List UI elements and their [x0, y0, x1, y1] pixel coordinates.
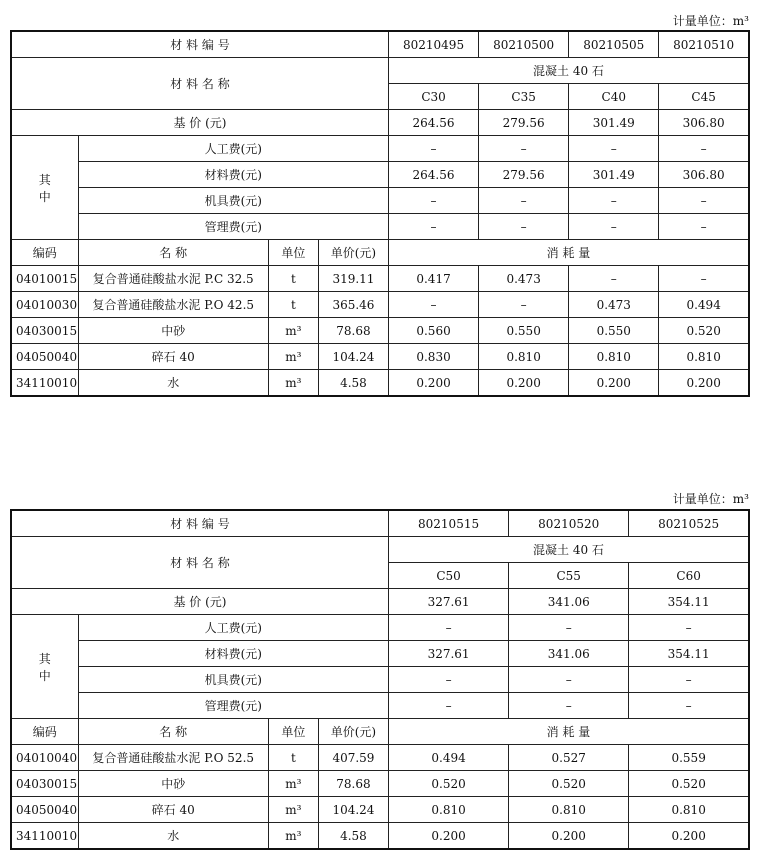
machine-cost-label: 机具费(元): [78, 188, 388, 214]
material-name-cell: 复合普通硅酸盐水泥 P.O 52.5: [78, 745, 268, 771]
base-price: 279.56: [479, 110, 569, 136]
consumption-value: 0.494: [388, 745, 508, 771]
labor-cost: –: [388, 615, 508, 641]
consumption-value: 0.200: [509, 823, 629, 850]
material-cost-label: 材料费(元): [78, 641, 388, 667]
material-name-cell: 中砂: [78, 318, 268, 344]
material-code-cell: 04010015: [11, 266, 78, 292]
material-name-cell: 中砂: [78, 771, 268, 797]
material-code: 80210515: [388, 510, 508, 537]
labor-cost: –: [479, 136, 569, 162]
labor-cost: –: [659, 136, 749, 162]
material-row: [11, 370, 749, 397]
consumption-value: 0.550: [569, 318, 659, 344]
material-price-cell: 4.58: [318, 823, 388, 850]
grade: C55: [509, 563, 629, 589]
base-price: 264.56: [388, 110, 478, 136]
material-code: 80210495: [388, 31, 478, 58]
material-price-cell: 104.24: [318, 797, 388, 823]
concrete-name: 混凝土 40 石: [388, 58, 749, 84]
consumption-value: 0.810: [629, 797, 749, 823]
manage-cost-label: 管理费(元): [78, 693, 388, 719]
unit-header: 单位: [268, 240, 318, 266]
machine-cost: –: [388, 667, 508, 693]
consumption-value: 0.200: [569, 370, 659, 397]
manage-cost: –: [659, 214, 749, 240]
machine-cost: –: [479, 188, 569, 214]
consumption-value: 0.200: [629, 823, 749, 850]
name-header: 名 称: [78, 240, 268, 266]
consumption-value: 0.559: [629, 745, 749, 771]
consumption-value: 0.200: [479, 370, 569, 397]
material-unit-cell: m³: [268, 797, 318, 823]
material-price-cell: 319.11: [318, 266, 388, 292]
material-name-cell: 碎石 40: [78, 344, 268, 370]
material-row: [11, 823, 749, 850]
machine-cost: –: [509, 667, 629, 693]
consumption-value: 0.550: [479, 318, 569, 344]
unit-label-2: 计量单位：m³: [672, 492, 749, 506]
material-row: [11, 266, 749, 292]
material-code: 80210525: [629, 510, 749, 537]
consumption-value: –: [388, 292, 478, 318]
consumption-value: 0.527: [509, 745, 629, 771]
material-unit-cell: m³: [268, 370, 318, 397]
material-unit-cell: m³: [268, 318, 318, 344]
material-row: [11, 318, 749, 344]
material-code: 80210510: [659, 31, 749, 58]
consumption-value: 0.810: [569, 344, 659, 370]
labor-cost: –: [509, 615, 629, 641]
material-unit-cell: m³: [268, 771, 318, 797]
material-code: 80210500: [479, 31, 569, 58]
concrete-name: 混凝土 40 石: [388, 537, 749, 563]
material-row: [11, 745, 749, 771]
consumption-value: 0.200: [388, 823, 508, 850]
machine-cost: –: [629, 667, 749, 693]
material-price-cell: 4.58: [318, 370, 388, 397]
material-cost: 279.56: [479, 162, 569, 188]
material-price-cell: 407.59: [318, 745, 388, 771]
machine-cost-label: 机具费(元): [78, 667, 388, 693]
material-code-cell: 04010030: [11, 292, 78, 318]
unit-header: 单位: [268, 719, 318, 745]
material-cost: 354.11: [629, 641, 749, 667]
among-label: 其 中: [11, 136, 78, 240]
labor-cost: –: [629, 615, 749, 641]
consumption-value: 0.520: [388, 771, 508, 797]
base-price: 306.80: [659, 110, 749, 136]
code-header: 编码: [11, 240, 78, 266]
material-unit-cell: m³: [268, 823, 318, 850]
manage-cost: –: [569, 214, 659, 240]
base-price: 341.06: [509, 589, 629, 615]
consumption-value: 0.520: [509, 771, 629, 797]
base-price: 327.61: [388, 589, 508, 615]
material-code-label: 材 料 编 号: [11, 510, 388, 537]
material-price-cell: 78.68: [318, 318, 388, 344]
material-cost: 341.06: [509, 641, 629, 667]
consumption-value: 0.810: [659, 344, 749, 370]
material-code-cell: 34110010: [11, 823, 78, 850]
quota-table-1: [10, 30, 750, 397]
consumption-value: 0.200: [388, 370, 478, 397]
material-code-label: 材 料 编 号: [11, 31, 388, 58]
material-code-cell: 04030015: [11, 318, 78, 344]
material-unit-cell: t: [268, 292, 318, 318]
consumption-value: 0.810: [388, 797, 508, 823]
material-cost-label: 材料费(元): [78, 162, 388, 188]
grade: C40: [569, 84, 659, 110]
material-cost: 327.61: [388, 641, 508, 667]
material-cost: 301.49: [569, 162, 659, 188]
grade: C30: [388, 84, 478, 110]
among-label: 其 中: [11, 615, 78, 719]
labor-label: 人工费(元): [78, 615, 388, 641]
base-price: 354.11: [629, 589, 749, 615]
unit-price-header: 单价(元): [318, 719, 388, 745]
manage-cost: –: [479, 214, 569, 240]
material-code: 80210505: [569, 31, 659, 58]
manage-cost: –: [629, 693, 749, 719]
material-name-cell: 复合普通硅酸盐水泥 P.O 42.5: [78, 292, 268, 318]
consumption-value: 0.830: [388, 344, 478, 370]
consumption-value: 0.520: [659, 318, 749, 344]
material-code-cell: 04010040: [11, 745, 78, 771]
unit-price-header: 单价(元): [318, 240, 388, 266]
machine-cost: –: [659, 188, 749, 214]
material-price-cell: 365.46: [318, 292, 388, 318]
manage-cost: –: [388, 214, 478, 240]
base-price-label: 基 价 (元): [11, 589, 388, 615]
base-price: 301.49: [569, 110, 659, 136]
consumption-header: 消 耗 量: [388, 240, 749, 266]
material-name-cell: 水: [78, 823, 268, 850]
consumption-value: 0.520: [629, 771, 749, 797]
material-name-cell: 碎石 40: [78, 797, 268, 823]
code-header: 编码: [11, 719, 78, 745]
quota-table-2: [10, 509, 750, 850]
material-row: [11, 344, 749, 370]
material-cost: 306.80: [659, 162, 749, 188]
material-price-cell: 78.68: [318, 771, 388, 797]
material-code: 80210520: [509, 510, 629, 537]
consumption-value: –: [479, 292, 569, 318]
grade: C35: [479, 84, 569, 110]
consumption-value: 0.560: [388, 318, 478, 344]
material-name-cell: 水: [78, 370, 268, 397]
material-price-cell: 104.24: [318, 344, 388, 370]
manage-cost: –: [388, 693, 508, 719]
consumption-value: 0.494: [659, 292, 749, 318]
machine-cost: –: [388, 188, 478, 214]
material-unit-cell: t: [268, 745, 318, 771]
material-code-cell: 04050040: [11, 797, 78, 823]
material-name-cell: 复合普通硅酸盐水泥 P.C 32.5: [78, 266, 268, 292]
consumption-value: –: [659, 266, 749, 292]
grade: C50: [388, 563, 508, 589]
material-name-label: 材 料 名 称: [11, 58, 388, 110]
consumption-value: –: [569, 266, 659, 292]
material-code-cell: 04050040: [11, 344, 78, 370]
material-row: [11, 771, 749, 797]
consumption-value: 0.810: [509, 797, 629, 823]
consumption-value: 0.473: [479, 266, 569, 292]
unit-label-1: 计量单位：m³: [672, 14, 749, 28]
material-code-cell: 04030015: [11, 771, 78, 797]
material-code-cell: 34110010: [11, 370, 78, 397]
labor-cost: –: [569, 136, 659, 162]
manage-cost: –: [509, 693, 629, 719]
name-header: 名 称: [78, 719, 268, 745]
grade: C60: [629, 563, 749, 589]
manage-cost-label: 管理费(元): [78, 214, 388, 240]
grade: C45: [659, 84, 749, 110]
consumption-value: 0.473: [569, 292, 659, 318]
consumption-header: 消 耗 量: [388, 719, 749, 745]
labor-label: 人工费(元): [78, 136, 388, 162]
material-unit-cell: m³: [268, 344, 318, 370]
consumption-value: 0.810: [479, 344, 569, 370]
labor-cost: –: [388, 136, 478, 162]
material-row: [11, 292, 749, 318]
consumption-value: 0.200: [659, 370, 749, 397]
machine-cost: –: [569, 188, 659, 214]
material-row: [11, 797, 749, 823]
consumption-value: 0.417: [388, 266, 478, 292]
material-unit-cell: t: [268, 266, 318, 292]
material-cost: 264.56: [388, 162, 478, 188]
material-name-label: 材 料 名 称: [11, 537, 388, 589]
base-price-label: 基 价 (元): [11, 110, 388, 136]
